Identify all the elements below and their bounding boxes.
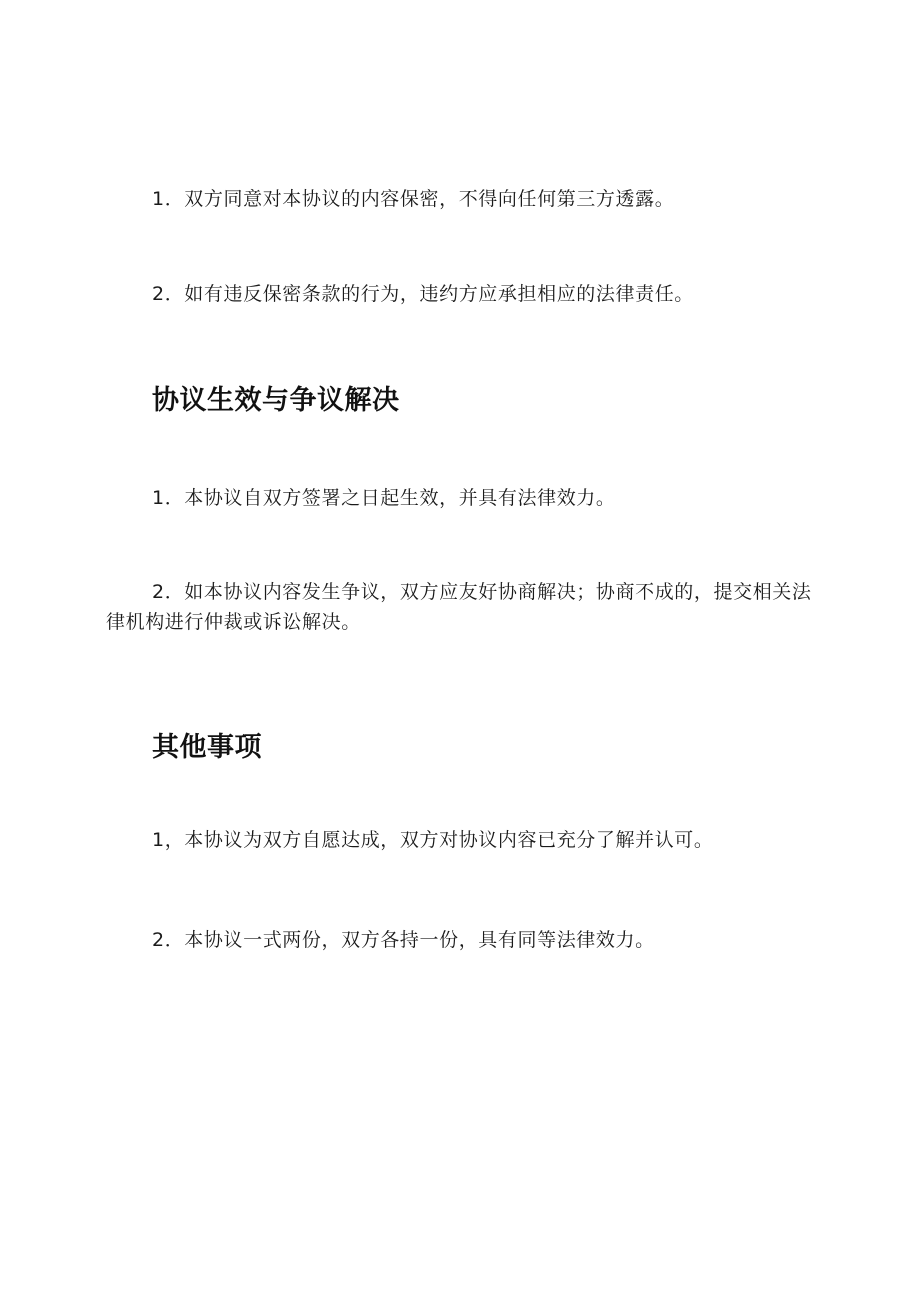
other-item-1: 1，本协议为双方自愿达成，双方对协议内容已充分了解并认可。 xyxy=(152,829,714,851)
section-heading-effect: 协议生效与争议解决 xyxy=(152,385,400,416)
other-item-2: 2．本协议一式两份，双方各持一份，具有同等法律效力。 xyxy=(152,929,655,951)
effect-item-2: 2．如本协议内容发生争议，双方应友好协商解决；协商不成的，提交相关法律机构进行仲裁或诉讼解决。 xyxy=(106,581,812,633)
confidentiality-item-1: 1．双方同意对本协议的内容保密，不得向任何第三方透露。 xyxy=(152,188,675,210)
section-heading-other: 其他事项 xyxy=(152,732,262,763)
confidentiality-item-2: 2．如有违反保密条款的行为，违约方应承担相应的法律责任。 xyxy=(152,283,694,305)
effect-item-1: 1．本协议自双方签署之日起生效，并具有法律效力。 xyxy=(152,487,616,509)
